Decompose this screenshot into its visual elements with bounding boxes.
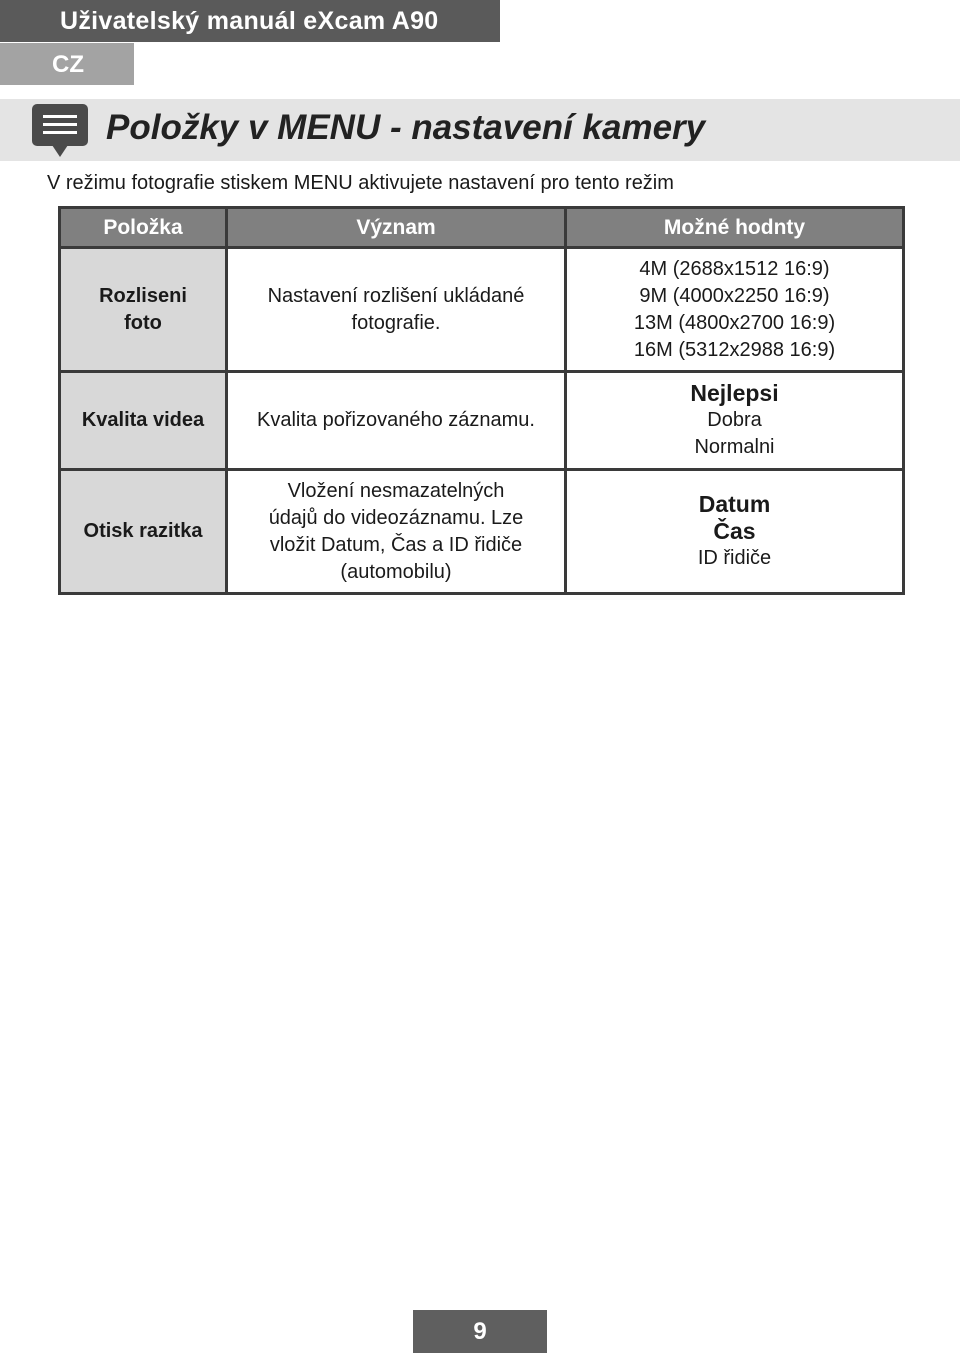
page-title: Položky v MENU - nastavení kamery: [106, 108, 706, 147]
menu-settings-table: [58, 206, 905, 595]
header-values: Možné hodnty: [566, 208, 904, 248]
values-cell: [566, 470, 904, 594]
value-text: 13M (4800x2700 16:9): [633, 311, 836, 334]
value-text: 16M (5312x2988 16:9): [633, 338, 836, 361]
meaning-text: (automobilu): [340, 560, 452, 583]
meaning-text: Vložení nesmazatelných: [287, 479, 505, 502]
table-row: [60, 470, 904, 594]
item-cell: [60, 470, 227, 594]
manual-title: Uživatelský manuál eXcam A90: [0, 0, 500, 42]
header-meaning: Význam: [227, 208, 566, 248]
menu-list-icon: [31, 103, 89, 159]
meaning-text: vložit Datum, Čas a ID řidiče: [269, 533, 523, 556]
item-cell: [60, 372, 227, 470]
value-text: Datum: [698, 491, 771, 517]
value-text: ID řidiče: [697, 547, 772, 569]
table-header-row: [60, 208, 904, 248]
value-text: Dobra: [707, 409, 762, 431]
item-text: Kvalita videa: [81, 409, 205, 431]
meaning-text: údajů do videozáznamu. Lze: [268, 506, 524, 529]
page-number: 9: [413, 1310, 547, 1353]
meaning-cell: [227, 248, 566, 372]
language-tab: CZ: [0, 43, 134, 85]
item-text: Otisk razitka: [83, 520, 203, 542]
intro-text: V režimu fotografie stiskem MENU aktivujete nastavení pro tento režim: [47, 172, 674, 194]
item-cell: [60, 248, 227, 372]
meaning-text: fotografie.: [351, 311, 441, 334]
item-text: Rozliseni: [99, 284, 187, 307]
value-text: Nejlepsi: [690, 380, 779, 406]
header-item: Položka: [60, 208, 227, 248]
value-text: Normalni: [694, 436, 775, 458]
value-text: 9M (4000x2250 16:9): [639, 284, 830, 307]
value-text: Čas: [713, 518, 756, 544]
table-row: [60, 248, 904, 372]
meaning-cell: [227, 372, 566, 470]
values-cell: [566, 248, 904, 372]
table-row: [60, 372, 904, 470]
value-text: 4M (2688x1512 16:9): [639, 257, 830, 280]
meaning-text: Kvalita pořizovaného záznamu.: [257, 409, 535, 431]
item-text: foto: [124, 311, 162, 334]
values-cell: [566, 372, 904, 470]
meaning-text: Nastavení rozlišení ukládané: [267, 284, 525, 307]
meaning-cell: [227, 470, 566, 594]
